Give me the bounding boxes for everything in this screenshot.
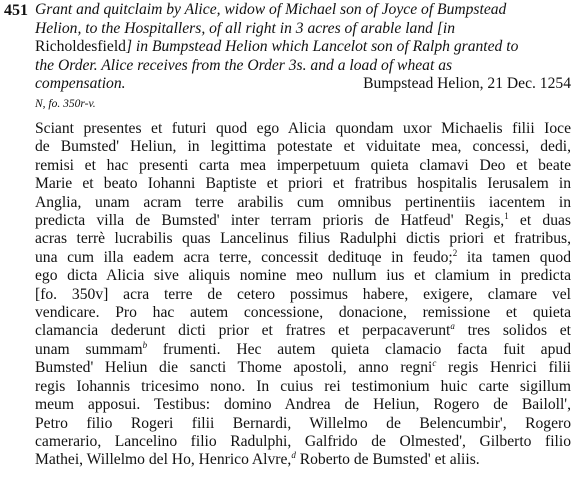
- charter-line: [35, 415, 571, 433]
- charter-line: [35, 249, 571, 267]
- charter-text-segment: clamancia dederunt dicti prior et fratres et perpacaverunt: [35, 322, 451, 340]
- charter-text-segment: et duas: [508, 212, 571, 230]
- charter-text-segment: Roberto de Bumsted' et aliis.: [295, 451, 480, 469]
- charter-line: [35, 396, 571, 414]
- charter-line: [35, 267, 571, 285]
- charter-text-segment: acras terrè lucrabilis quas Lancelinus filius Radulphi dictis priori et fratribus,: [35, 230, 571, 248]
- summary-segment: Richoldesfield: [35, 38, 126, 56]
- charter-text-segment: [fo. 350v] acra terre de cetero possimus habere, exigere, clamare vel: [35, 285, 571, 303]
- charter-text-segment: Sciant presentes et futuri quod ego Alicia quondam uxor Michaelis filii Ioce: [35, 120, 571, 137]
- summary-segment: the Order. Alice receives from the Order 3s. and a load of wheat as: [35, 56, 453, 74]
- charter-line: [35, 138, 571, 156]
- footnote-marker: a: [450, 321, 455, 332]
- summary-segment: Helion, to the Hospitallers, of all right in 3 acres of arable land [in: [35, 19, 456, 37]
- footnote-marker: b: [142, 339, 148, 350]
- charter-line: [35, 230, 571, 248]
- charter-text-segment: unam summam: [35, 340, 143, 358]
- charter-line: [35, 175, 571, 193]
- charter-text-segment: regis Iohannis tricesimo nono. In cuius rei testimonium huic carte sigillum: [35, 377, 571, 395]
- charter-text-segment: meum apposui. Testibus: domino Andrea de Heliun, Rogero de Bailoll',: [35, 396, 571, 414]
- charter-line: [35, 120, 571, 138]
- footnote-marker: d: [291, 450, 296, 461]
- charter-text-segment: Bumsted' Heliun die sancti Thome apostoli, anno regni: [35, 359, 433, 377]
- charter-line: [35, 304, 571, 322]
- charter-text-segment: tres solidos et: [454, 322, 571, 340]
- entry-summary: [35, 1, 571, 94]
- charter-line: [35, 322, 571, 340]
- charter-line: [35, 359, 571, 377]
- charter-text-segment: remisi et hac presenti carta mea imperpetuum quieta clamavi Deo et beate: [35, 156, 571, 174]
- summary-segment: ] in Bumpstead Helion which Lancelot son of Ralph granted to: [125, 38, 519, 56]
- summary-line: [35, 57, 571, 76]
- charter-text-segment: Anglia, unam acram terre arabilis cum omnibus pertinentiis iacentem in: [35, 193, 571, 211]
- charter-text: [35, 120, 571, 470]
- summary-line: [35, 20, 571, 39]
- charter-text-segment: ita tamen quod: [457, 248, 571, 266]
- charter-text-segment: Mathei, Willelmo del Ho, Henrico Alvre,: [35, 451, 292, 469]
- summary-last: compensation.: [35, 75, 126, 93]
- charter-text-segment: predicta villa de Bumsted' inter terram prioris de Hatfeud' Regis,: [35, 212, 505, 230]
- footnote-marker: c: [432, 358, 437, 369]
- charter-line: [35, 433, 571, 451]
- charter-line: [35, 341, 571, 359]
- entry-number: 451: [4, 2, 28, 19]
- summary-line: [35, 38, 571, 57]
- summary-line: [35, 1, 571, 20]
- charter-text-segment: una cum illa eadem acra terre, concessit dedituqe in feudo;: [35, 248, 453, 266]
- charter-text-segment: de Bumsted' Heliun, in legittima potestate et viduitate mea, concessi, dedi,: [35, 138, 571, 156]
- charter-text-segment: Marie et beato Iohanni Baptiste et priori et fratribus hospitalis Ierusalem in: [35, 175, 571, 193]
- charter-text-segment: regis Henrici filii: [436, 359, 571, 377]
- summary-segment: Grant and quitclaim by Alice, widow of Michael son of Joyce of Bumpstead: [35, 1, 507, 18]
- charter-text-segment: camerario, Lancelino filio Radulphi, Galfrido de Olmested', Gilberto filio: [35, 432, 571, 450]
- footnote-marker: 1: [504, 210, 509, 221]
- source-ref-text: N, fo. 350r-v.: [35, 98, 96, 110]
- charter-text-segment: vendicare. Pro hac autem concessione, donacione, remissione et quieta: [35, 304, 571, 322]
- charter-line: [35, 451, 571, 469]
- charter-text-segment: frumenti. Hec autem quieta clamacio facta fuit apud: [147, 340, 571, 358]
- summary-last-line: [35, 75, 571, 94]
- charter-text-segment: ego dicta Alicia sive aliquis nomine meo nullum ius et clamium in predicta: [35, 267, 571, 285]
- charter-line: [35, 194, 571, 212]
- charter-text-segment: Petro filio Rogeri filii Bernardi, Willelmo de Belencumbir', Rogero: [35, 414, 571, 432]
- charter-line: [35, 157, 571, 175]
- footnote-marker: 2: [452, 247, 458, 258]
- charter-line: [35, 212, 571, 230]
- source-reference: [35, 97, 96, 111]
- charter-line: [35, 286, 571, 304]
- place-date: Bumpstead Helion, 21 Dec. 1254: [363, 75, 571, 93]
- charter-line: [35, 378, 571, 396]
- summary-lines: [35, 1, 571, 75]
